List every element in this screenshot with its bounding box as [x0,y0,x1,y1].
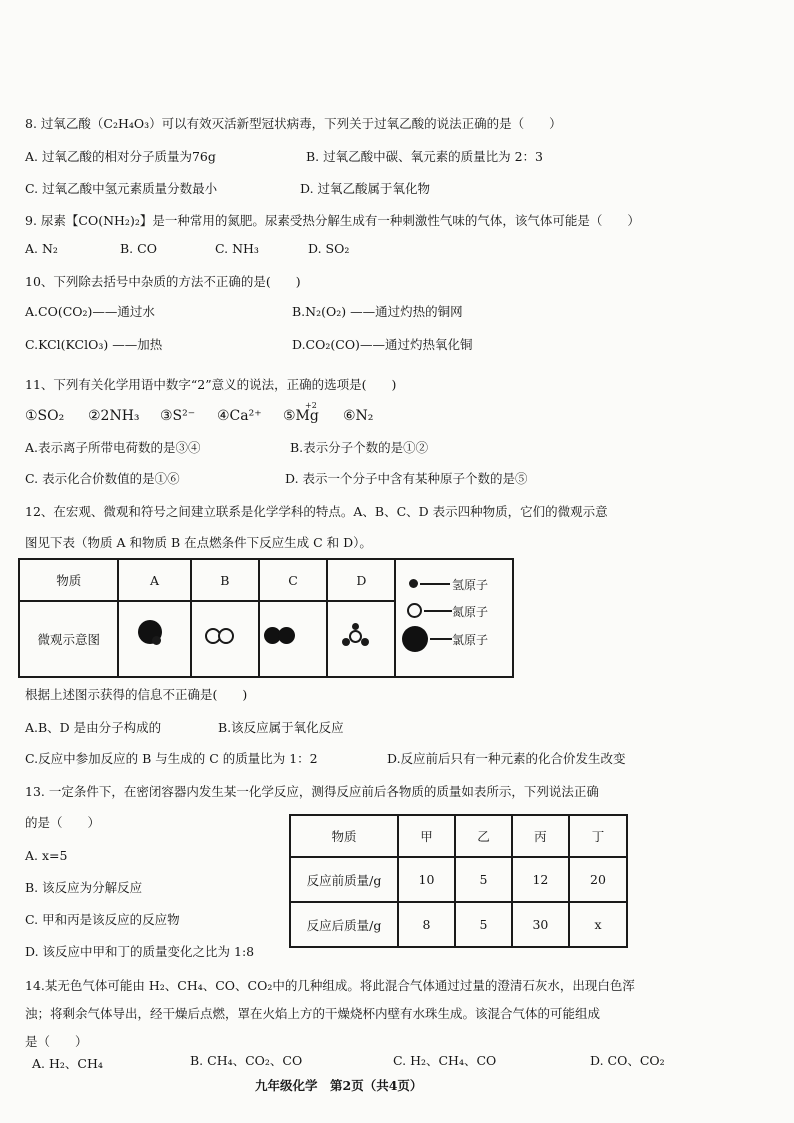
q13-stem-line2: 的是（ ） [25,815,101,830]
molecule-b-nitrogen-atom-2 [218,628,234,644]
table-cell: 5 [455,902,512,947]
q13-header-bing: 丙 [512,815,569,857]
legend-hydrogen-leader [420,583,450,585]
table-cell: 12 [512,857,569,902]
table-cell: 20 [569,857,627,902]
q14-option-a: A. H₂、CH₄ [32,1056,103,1071]
table-row [290,857,627,902]
q12-micro-table [18,558,514,678]
q9-stem: 9. 尿素【CO(NH₂)₂】是一种常用的氮肥。尿素受热分解生成有一种刺激性气味的气体，该气体可能是（ ） [25,213,640,228]
q11-option-b: B.表示分子个数的是①② [290,440,429,455]
q9-option-d: D. SO₂ [308,241,350,256]
q8-option-a: A. 过氧乙酸的相对分子质量为76g [25,149,216,164]
table-cell: 30 [512,902,569,947]
q13-header-yi: 乙 [455,815,512,857]
q14-stem-line2: 浊；将剩余气体导出，经干燥后点燃，罩在火焰上方的干燥烧杯内壁有水珠生成。该混合气体的可能组成 [25,1006,601,1021]
legend-chlorine-symbol [402,626,428,652]
q14-stem-line1: 14.某无色气体可能由 H₂、CH₄、CO、CO₂中的几种组成。将此混合气体通过过量的澄清石灰水，出现白色浑 [25,978,635,993]
molecule-c-chlorine-atom-2 [278,627,295,644]
q8-stem: 8. 过氧乙酸（C₂H₄O₃）可以有效灭活新型冠状病毒，下列关于过氧乙酸的说法正确的是（ ） [25,116,562,131]
legend-chlorine-leader [430,638,452,640]
q11-symbol-3: ③S²⁻ [160,408,196,424]
q12-table-col-c: C [259,559,327,601]
q12-table-col-a: A [118,559,190,601]
q9-option-c: C. NH₃ [215,241,259,256]
q13-stem-line1: 13. 一定条件下，在密闭容器内发生某一化学反应，测得反应前后各物质的质量如表所示，下列说法正确 [25,784,599,799]
q11-option-c: C. 表示化合价数值的是①⑥ [25,471,180,486]
q10-option-a: A.CO(CO₂)——通过水 [25,304,155,319]
q12-table-head-substance: 物质 [19,559,118,601]
legend-hydrogen-symbol [409,579,418,588]
table-cell: 反应后质量/g [290,902,398,947]
q12-table-col-b: B [191,559,259,601]
q11-symbol-5: ⑤Mg [283,408,319,424]
q13-header-ding: 丁 [569,815,627,857]
q10-option-d: D.CO₂(CO)——通过灼热氧化铜 [292,337,473,352]
molecule-d-hydrogen-atom-2 [361,638,369,646]
q12-option-b: B.该反应属于氧化反应 [218,720,344,735]
q14-stem-line3: 是（ ） [25,1034,88,1049]
q14-option-c: C. H₂、CH₄、CO [393,1053,497,1068]
table-cell: 8 [398,902,455,947]
legend-nitrogen-leader [424,610,452,612]
q10-option-c: C.KCl(KClO₃) ——加热 [25,337,163,352]
page-footer: 九年级化学 第2页（共4页） [255,1078,423,1093]
q11-option-a: A.表示离子所带电荷数的是③④ [25,440,201,455]
q11-symbol-1: ①SO₂ [25,408,65,424]
q12-option-a: A.B、D 是由分子构成的 [25,720,162,735]
q12-option-d: D.反应前后只有一种元素的化合价发生改变 [387,751,626,766]
table-row [290,902,627,947]
molecule-a-hydrogen-atom [152,636,161,645]
q8-option-c: C. 过氧乙酸中氢元素质量分数最小 [25,181,218,196]
q13-option-c: C. 甲和丙是该反应的反应物 [25,912,180,927]
table-cell: x [569,902,627,947]
legend-chlorine-label: 氯原子 [452,633,489,647]
q13-option-d: D. 该反应中甲和丁的质量变化之比为 1:8 [25,944,255,959]
q12-stem-line2: 图见下表（物质 A 和物质 B 在点燃条件下反应生成 C 和 D）。 [25,535,372,550]
q13-header-jia: 甲 [398,815,455,857]
q12-table-head-diagram: 微观示意图 [19,601,118,677]
q10-stem: 10、下列除去括号中杂质的方法不正确的是( ) [25,274,301,289]
table-cell: 反应前质量/g [290,857,398,902]
q13-header-substance: 物质 [290,815,398,857]
q11-symbol-2: ②2NH₃ [88,408,140,424]
q12-table-col-d: D [327,559,395,601]
table-cell: 5 [455,857,512,902]
q14-option-d: D. CO、CO₂ [590,1053,665,1068]
molecule-d-hydrogen-atom-3 [352,623,359,630]
q13-mass-table [289,814,628,948]
table-cell: 10 [398,857,455,902]
q12-option-c: C.反应中参加反应的 B 与生成的 C 的质量比为 1：2 [25,751,318,766]
q9-option-a: A. N₂ [25,241,58,256]
legend-nitrogen-label: 氮原子 [452,605,489,619]
q11-stem: 11、下列有关化学用语中数字“2”意义的说法，正确的选项是( ) [25,377,397,392]
q11-symbol-6: ⑥N₂ [343,408,374,424]
q11-symbol-5-charge: +2 [305,401,317,410]
molecule-d-hydrogen-atom-1 [342,638,350,646]
legend-nitrogen-symbol [407,603,422,618]
q12-stem-line1: 12、在宏观、微观和符号之间建立联系是化学学科的特点。A、B、C、D 表示四种物质，它们的微观示意 [25,504,608,519]
q8-option-b: B. 过氧乙酸中碳、氧元素的质量比为 2：3 [306,149,544,164]
q11-option-d: D. 表示一个分子中含有某种原子个数的是⑤ [285,471,528,486]
q10-option-b: B.N₂(O₂) ——通过灼热的铜网 [292,304,463,319]
q8-option-d: D. 过氧乙酸属于氧化物 [300,181,431,196]
q12-question: 根据上述图示获得的信息不正确是( ) [25,687,248,702]
q13-option-a: A. x=5 [25,848,68,863]
q13-option-b: B. 该反应为分解反应 [25,880,143,895]
q9-option-b: B. CO [120,241,157,256]
legend-hydrogen-label: 氢原子 [452,578,489,592]
q14-option-b: B. CH₄、CO₂、CO [190,1053,303,1068]
q11-symbol-4: ④Ca²⁺ [217,408,262,424]
